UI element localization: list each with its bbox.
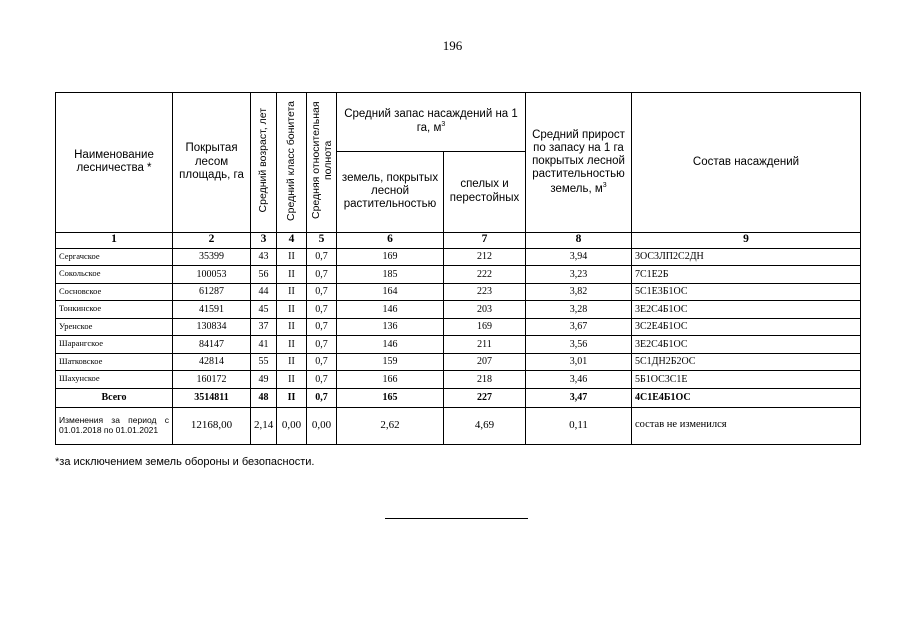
table-row xyxy=(56,336,861,354)
cell-bonitet: II xyxy=(277,301,307,319)
total-density: 0,7 xyxy=(307,388,337,407)
header-density-cell xyxy=(307,93,337,233)
table-row xyxy=(56,353,861,371)
cell-composition: 3Е2С4Б1ОС xyxy=(632,301,861,319)
table-row xyxy=(56,318,861,336)
cell-area: 42814 xyxy=(173,353,251,371)
cell-age: 45 xyxy=(251,301,277,319)
cell-stock-ripe: 218 xyxy=(444,371,526,389)
total-growth: 3,47 xyxy=(526,388,632,407)
cell-density: 0,7 xyxy=(307,301,337,319)
column-number: 3 xyxy=(251,232,277,248)
cell-density: 0,7 xyxy=(307,371,337,389)
header-stock-group xyxy=(337,93,526,152)
cell-stock-covered: 136 xyxy=(337,318,444,336)
cell-age: 49 xyxy=(251,371,277,389)
header-bonitet: Средний класс бонитета xyxy=(285,100,298,221)
header-area: Покрытая лесом площадь, га xyxy=(173,93,251,233)
footnote: *за исключением земель обороны и безопасности. xyxy=(55,456,315,468)
cell-age: 56 xyxy=(251,266,277,284)
cell-growth: 3,23 xyxy=(526,266,632,284)
cell-age: 43 xyxy=(251,248,277,266)
cell-composition: 5С1ДН2Б2ОС xyxy=(632,353,861,371)
cell-growth: 3,56 xyxy=(526,336,632,354)
cell-stock-ripe: 222 xyxy=(444,266,526,284)
header-age: Средний возраст, лет xyxy=(257,108,270,213)
cell-area: 41591 xyxy=(173,301,251,319)
changes-row xyxy=(56,407,861,444)
column-number: 1 xyxy=(56,232,173,248)
cell-area: 160172 xyxy=(173,371,251,389)
header-composition: Состав насаждений xyxy=(632,93,861,233)
cell-area: 84147 xyxy=(173,336,251,354)
header-stock-covered: земель, покрытых лесной растительностью xyxy=(337,151,444,232)
column-number: 6 xyxy=(337,232,444,248)
page-number: 196 xyxy=(442,38,463,53)
cell-area: 61287 xyxy=(173,283,251,301)
cell-stock-covered: 146 xyxy=(337,336,444,354)
cell-name: Шарангское xyxy=(56,336,173,354)
column-number: 4 xyxy=(277,232,307,248)
cell-stock-ripe: 211 xyxy=(444,336,526,354)
header-stock-group-text: Средний запас насаждений на 1 га, м xyxy=(344,108,518,135)
cell-density: 0,7 xyxy=(307,248,337,266)
cell-bonitet: II xyxy=(277,318,307,336)
cell-stock-ripe: 207 xyxy=(444,353,526,371)
cell-stock-ripe: 169 xyxy=(444,318,526,336)
cell-density: 0,7 xyxy=(307,266,337,284)
changes-density: 0,00 xyxy=(307,407,337,444)
header-stock-ripe: спелых и перестойных xyxy=(444,151,526,232)
header-age-cell xyxy=(251,93,277,233)
changes-age: 2,14 xyxy=(251,407,277,444)
cell-stock-ripe: 212 xyxy=(444,248,526,266)
cell-growth: 3,82 xyxy=(526,283,632,301)
cell-stock-covered: 185 xyxy=(337,266,444,284)
table-row xyxy=(56,371,861,389)
cell-bonitet: II xyxy=(277,283,307,301)
cell-composition: 3С2Е4Б1ОС xyxy=(632,318,861,336)
forestry-table xyxy=(55,92,861,445)
cell-name: Сокольское xyxy=(56,266,173,284)
cell-bonitet: II xyxy=(277,353,307,371)
cell-bonitet: II xyxy=(277,371,307,389)
cell-stock-ripe: 203 xyxy=(444,301,526,319)
table-row xyxy=(56,301,861,319)
column-numbers-row xyxy=(56,232,861,248)
cell-stock-covered: 164 xyxy=(337,283,444,301)
cell-stock-covered: 146 xyxy=(337,301,444,319)
separator-line xyxy=(385,518,528,519)
changes-area: 12168,00 xyxy=(173,407,251,444)
changes-bonitet: 0,00 xyxy=(277,407,307,444)
cell-growth: 3,67 xyxy=(526,318,632,336)
cell-name: Уренское xyxy=(56,318,173,336)
total-area: 3514811 xyxy=(173,388,251,407)
cell-bonitet: II xyxy=(277,266,307,284)
column-number: 5 xyxy=(307,232,337,248)
changes-growth: 0,11 xyxy=(526,407,632,444)
cell-stock-ripe: 223 xyxy=(444,283,526,301)
cell-age: 55 xyxy=(251,353,277,371)
table-body xyxy=(56,248,861,388)
cell-area: 100053 xyxy=(173,266,251,284)
cell-growth: 3,01 xyxy=(526,353,632,371)
column-number: 2 xyxy=(173,232,251,248)
cell-growth: 3,94 xyxy=(526,248,632,266)
changes-stock-ripe: 4,69 xyxy=(444,407,526,444)
total-bonitet: II xyxy=(277,388,307,407)
column-number: 8 xyxy=(526,232,632,248)
cell-growth: 3,28 xyxy=(526,301,632,319)
cell-stock-covered: 166 xyxy=(337,371,444,389)
cell-name: Сосновское xyxy=(56,283,173,301)
cell-growth: 3,46 xyxy=(526,371,632,389)
cell-composition: 7С1Е2Б xyxy=(632,266,861,284)
cell-stock-covered: 169 xyxy=(337,248,444,266)
cell-age: 37 xyxy=(251,318,277,336)
changes-composition: состав не изменился xyxy=(632,407,861,444)
cell-area: 35399 xyxy=(173,248,251,266)
header-growth-sup: 3 xyxy=(602,181,607,189)
cell-bonitet: II xyxy=(277,336,307,354)
column-number: 9 xyxy=(632,232,861,248)
cell-density: 0,7 xyxy=(307,318,337,336)
table-row xyxy=(56,266,861,284)
table-row xyxy=(56,248,861,266)
cell-age: 44 xyxy=(251,283,277,301)
changes-stock-covered: 2,62 xyxy=(337,407,444,444)
total-stock-ripe: 227 xyxy=(444,388,526,407)
changes-label: Изменения за период с 01.01.2018 по 01.01.2021 xyxy=(56,407,173,444)
total-row xyxy=(56,388,861,407)
cell-composition: 5Б1ОС3С1Е xyxy=(632,371,861,389)
total-age: 48 xyxy=(251,388,277,407)
header-name: Наименование лесничества * xyxy=(56,93,173,233)
total-label: Всего xyxy=(56,388,173,407)
cell-area: 130834 xyxy=(173,318,251,336)
cell-density: 0,7 xyxy=(307,336,337,354)
cell-density: 0,7 xyxy=(307,283,337,301)
cell-name: Сергачское xyxy=(56,248,173,266)
cell-age: 41 xyxy=(251,336,277,354)
cell-composition: 3Е2С4Б1ОС xyxy=(632,336,861,354)
cell-stock-covered: 159 xyxy=(337,353,444,371)
cell-name: Шатковское xyxy=(56,353,173,371)
header-density: Средняя относительная полнота xyxy=(310,101,335,220)
header-stock-group-sup: 3 xyxy=(441,121,446,129)
cell-density: 0,7 xyxy=(307,353,337,371)
total-composition: 4С1Е4Б1ОС xyxy=(632,388,861,407)
cell-bonitet: II xyxy=(277,248,307,266)
cell-name: Шахунское xyxy=(56,371,173,389)
column-number: 7 xyxy=(444,232,526,248)
table-row xyxy=(56,283,861,301)
total-stock-covered: 165 xyxy=(337,388,444,407)
cell-name: Тонкинское xyxy=(56,301,173,319)
header-growth-text: Средний прирост по запасу на 1 га покрытых лесной растительностью земель, м xyxy=(532,128,625,195)
header-bonitet-cell xyxy=(277,93,307,233)
header-growth xyxy=(526,93,632,233)
cell-composition: 5С1Е3Б1ОС xyxy=(632,283,861,301)
cell-composition: 3ОС3ЛП2С2ДН xyxy=(632,248,861,266)
